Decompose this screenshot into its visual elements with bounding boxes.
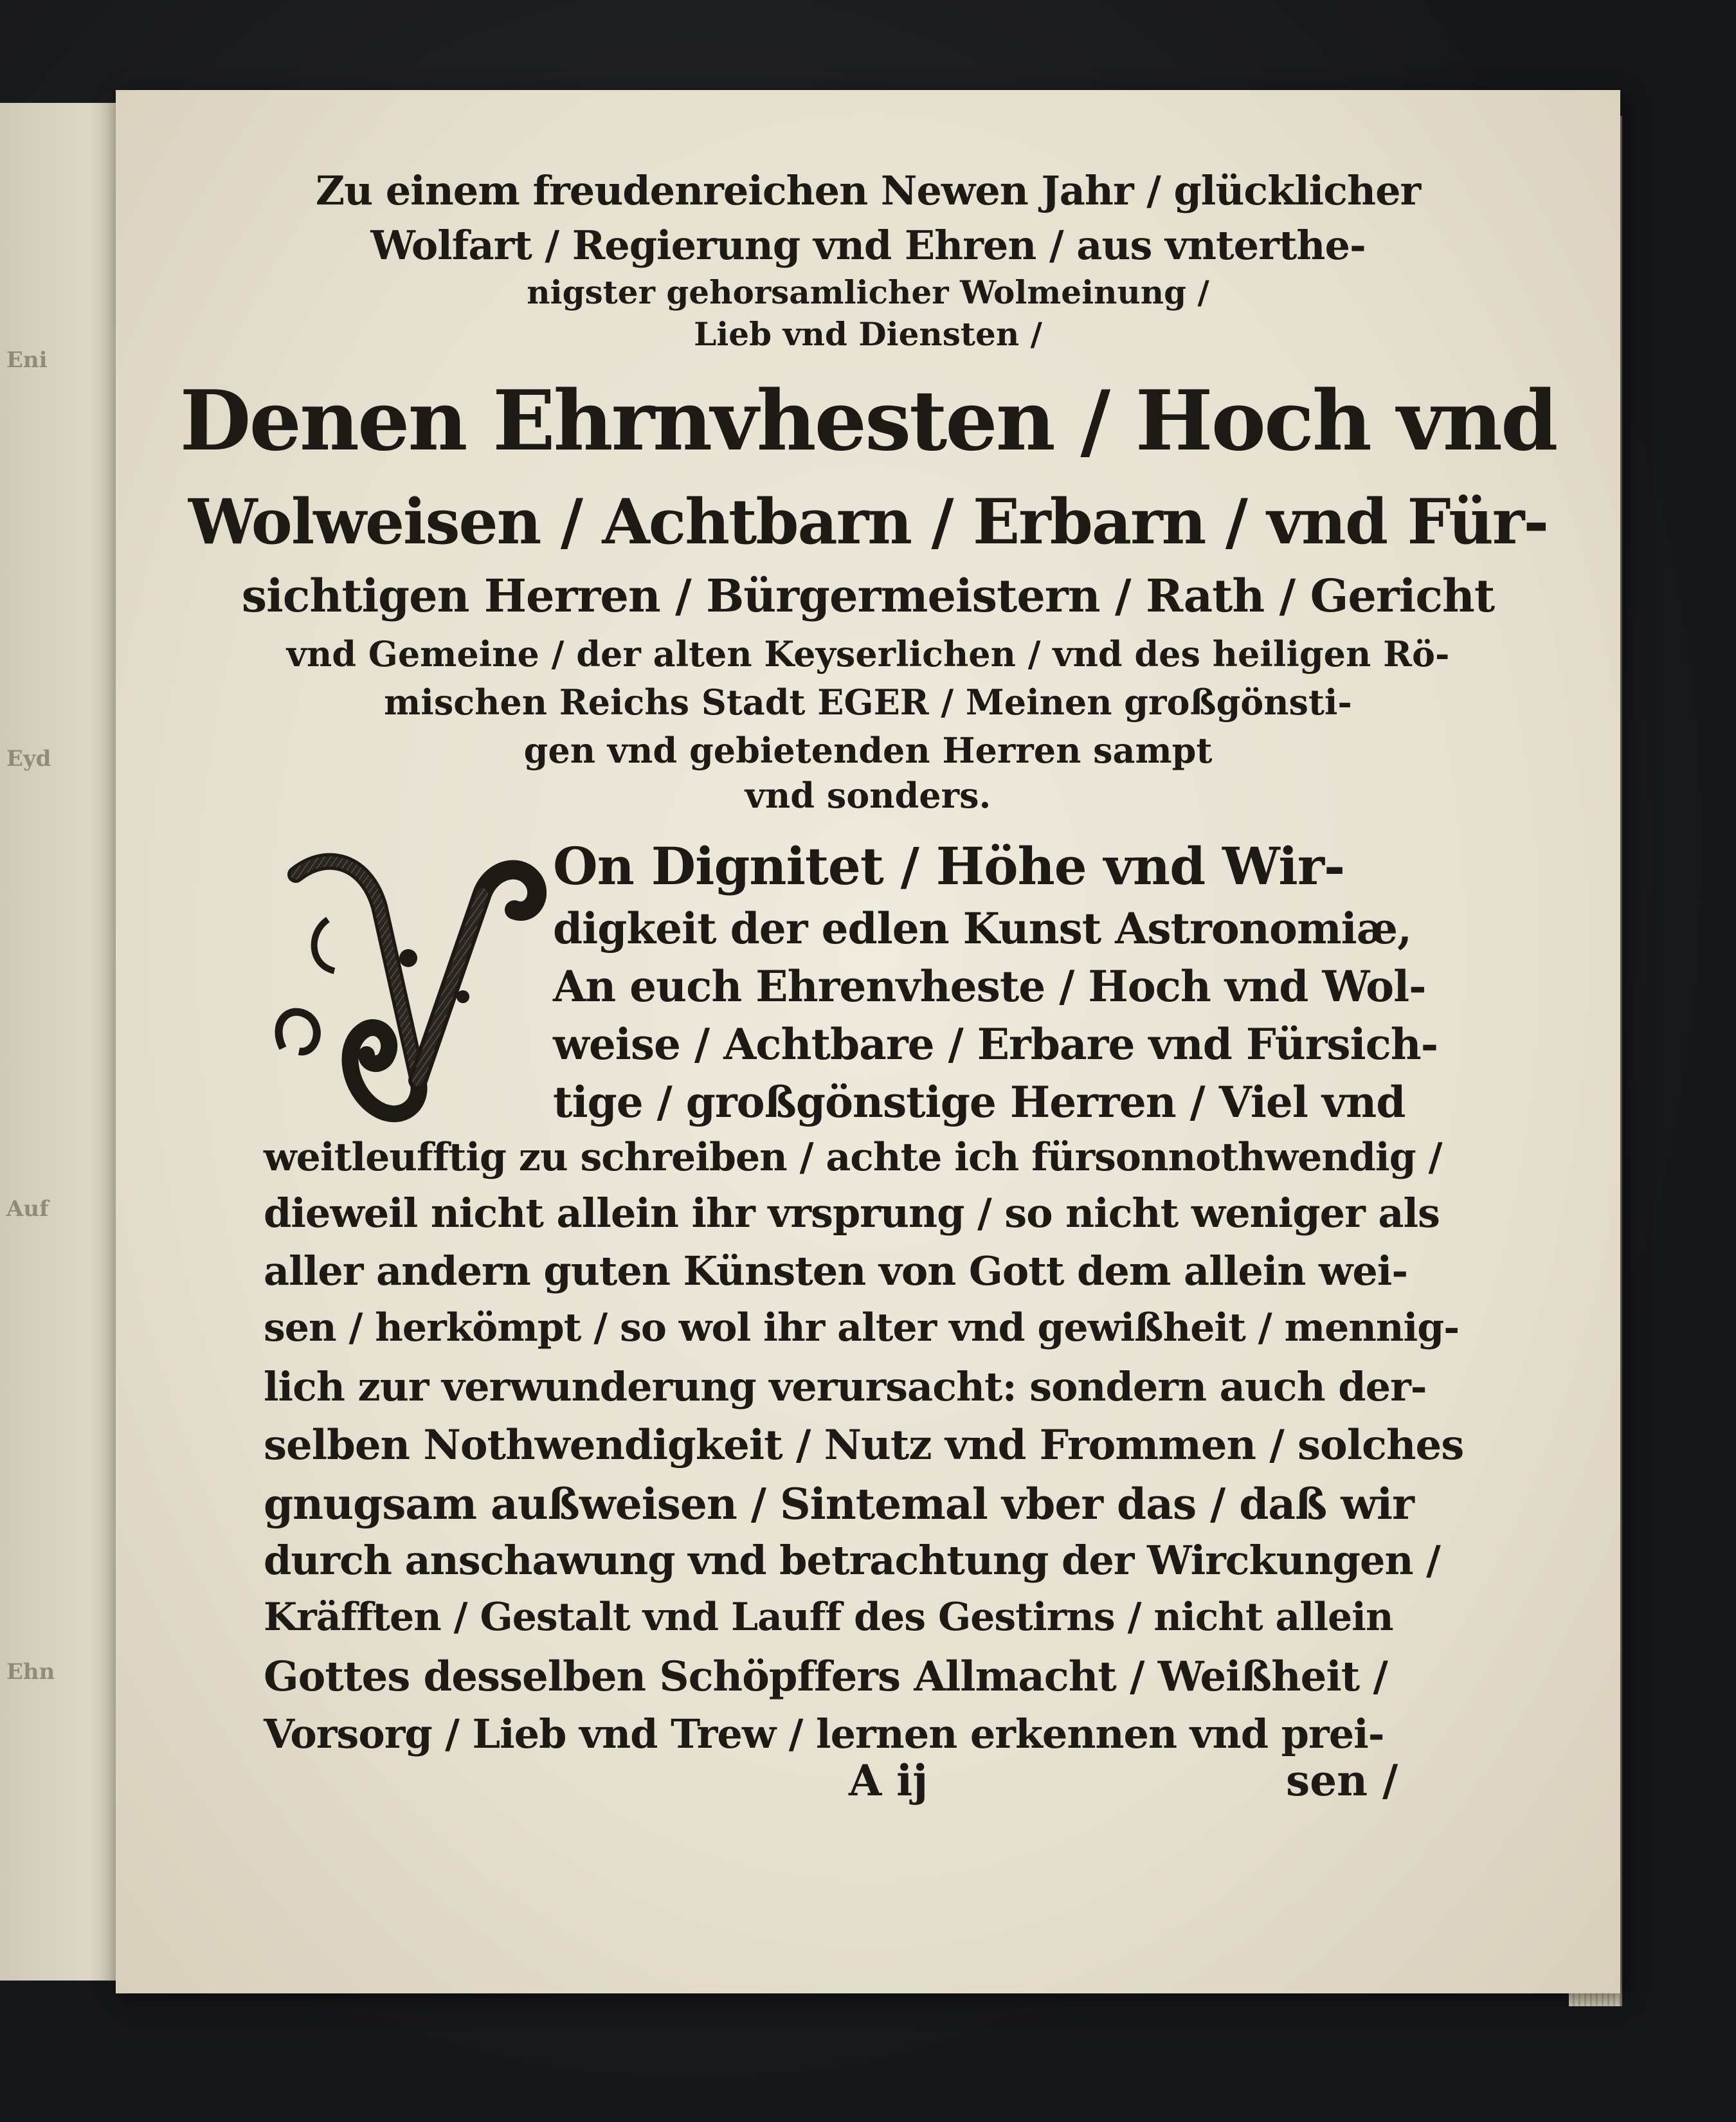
heading-line-4: Lieb vnd Diensten / [694,315,1042,353]
catchword: sen / [1286,1755,1398,1806]
heading-line-3: nigster gehorsamlicher Wolmeinung / [527,273,1209,311]
body-line-14: Kräfften / Gestalt vnd Lauff des Gestirns / nicht allein [264,1595,1393,1640]
body-line-2: digkeit der edlen Kunst Astronomiæ, [553,903,1412,954]
address-line-3: sichtigen Herren / Bürgermeistern / Rath / Gericht [241,569,1495,622]
body-line-12: gnugsam außweisen / Sintemal vber das / daß wir [264,1479,1414,1529]
decorated-initial-v [270,836,547,1132]
address-line-4: vnd Gemeine / der alten Keyserlichen / vnd des heiligen Rö- [286,633,1450,675]
address-line-7: vnd sonders. [745,775,991,816]
left-page-edge [0,103,132,1981]
left-page-fragment: Eni [6,347,48,373]
body-line-11: selben Nothwendigkeit / Nutz vnd Frommen / solches [264,1421,1464,1469]
body-line-9: sen / herkömpt / so wol ihr alter vnd gewißheit / mennig- [264,1305,1460,1350]
address-line-1: Denen Ehrnvhesten / Hoch vnd [179,373,1557,469]
book-page [116,90,1620,1993]
body-line-15: Gottes desselben Schöpffers Allmacht / Weißheit / [264,1653,1388,1701]
body-line-5: tige / großgönstige Herren / Viel vnd [553,1077,1406,1127]
left-page-fragment: Ehn [6,1659,55,1685]
body-line-16: Vorsorg / Lieb vnd Trew / lernen erkennen vnd prei- [264,1710,1384,1757]
body-line-4: weise / Achtbare / Erbare vnd Fürsich- [553,1019,1438,1069]
signature-mark: A ij [849,1755,928,1806]
body-line-8: aller andern guten Künsten von Gott dem allein wei- [264,1247,1408,1294]
heading-line-1: Zu einem freudenreichen Newen Jahr / glücklicher [315,167,1421,214]
body-line-7: dieweil nicht allein ihr vrsprung / so nicht weniger als [264,1190,1440,1237]
body-line-3: An euch Ehrenvheste / Hoch vnd Wol- [553,961,1426,1011]
body-line-13: durch anschawung vnd betrachtung der Wirckungen / [264,1537,1440,1584]
address-line-2: Wolweisen / Achtbarn / Erbarn / vnd Für- [188,485,1548,558]
address-line-5: mischen Reichs Stadt EGER / Meinen großgönsti- [384,682,1352,723]
left-page-fragment: Auf [6,1196,49,1222]
body-line-10: lich zur verwunderung verursacht: sondern auch der- [264,1363,1427,1410]
left-page-fragment: Eyd [6,746,51,772]
heading-line-2: Wolfart / Regierung vnd Ehren / aus vnterthe- [370,222,1366,269]
body-line-6: weitleufftig zu schreiben / achte ich fürsonnothwendig / [264,1135,1442,1180]
address-line-6: gen vnd gebietenden Herren sampt [523,730,1213,771]
body-line-1: On Dignitet / Höhe vnd Wir- [553,836,1345,896]
